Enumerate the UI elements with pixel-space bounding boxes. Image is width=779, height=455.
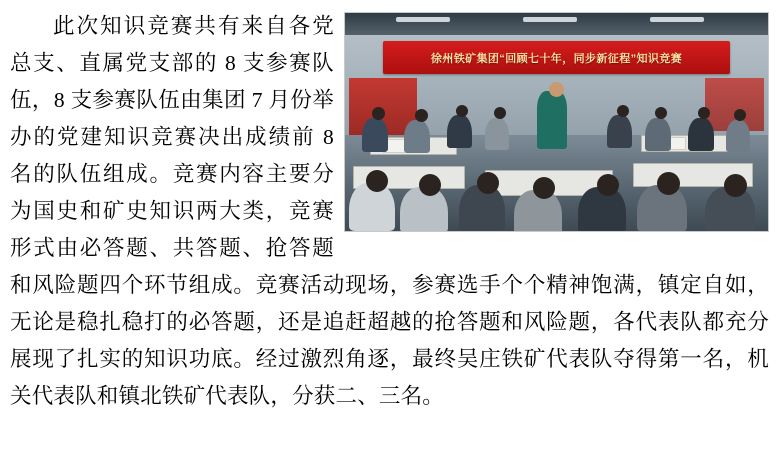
photo-ceiling: [345, 13, 768, 35]
photo-foreground-head: [366, 170, 388, 192]
photo-attendee: [447, 115, 472, 148]
photo-attendee-head: [698, 107, 710, 119]
photo-speaker: [537, 91, 567, 149]
photo-foreground-head: [724, 174, 747, 197]
photo-foreground-head: [533, 177, 555, 199]
photo-attendee-head: [617, 105, 629, 117]
photo-banner-text: 徐州铁矿集团“回顾七十年，同步新征程”知识竞赛: [430, 52, 683, 65]
photo-ceiling-light: [650, 17, 704, 22]
photo-attendee: [688, 118, 714, 151]
photo-attendee-head: [456, 105, 468, 117]
photo-speaker-head: [549, 82, 564, 97]
event-photo: [344, 12, 769, 232]
photo-ceiling-light: [396, 17, 450, 22]
photo-attendee-head: [734, 109, 746, 121]
photo-banner: [383, 41, 730, 74]
photo-attendee: [645, 118, 671, 151]
article-paragraph: 此次知识竞赛共有来自各党总支、直属党支部的 8 支参赛队伍，8 支参赛队伍由集团 7 月份举办的党建知识竞赛决出成绩前 8 名的队伍组成。竞赛内容主要分为国史和矿史知识两大类，竞赛形式由必答题、共答题、抢答题和风险题四个环节组成。竞赛活动现场，参赛选手个个精神饱满，镇定自如，无论是稳扎稳打的必答题，还是追赶超越的抢答题和风险题，各代表队都充分展现了扎实的知识功底。经过激烈角逐，最终吴庄铁矿代表队夺得第一名，机关代表队和镇北铁矿代表队，分获二、三名。: [10, 14, 769, 408]
photo-attendee-head: [494, 107, 506, 119]
photo-ceiling-light: [523, 17, 577, 22]
photo-attendee-head: [415, 109, 428, 122]
photo-foreground-head: [597, 174, 619, 196]
photo-attendee: [362, 118, 388, 152]
photo-attendee: [726, 120, 750, 152]
photo-attendee: [404, 120, 430, 153]
photo-attendee: [485, 118, 509, 150]
photo-attendee: [607, 115, 632, 148]
